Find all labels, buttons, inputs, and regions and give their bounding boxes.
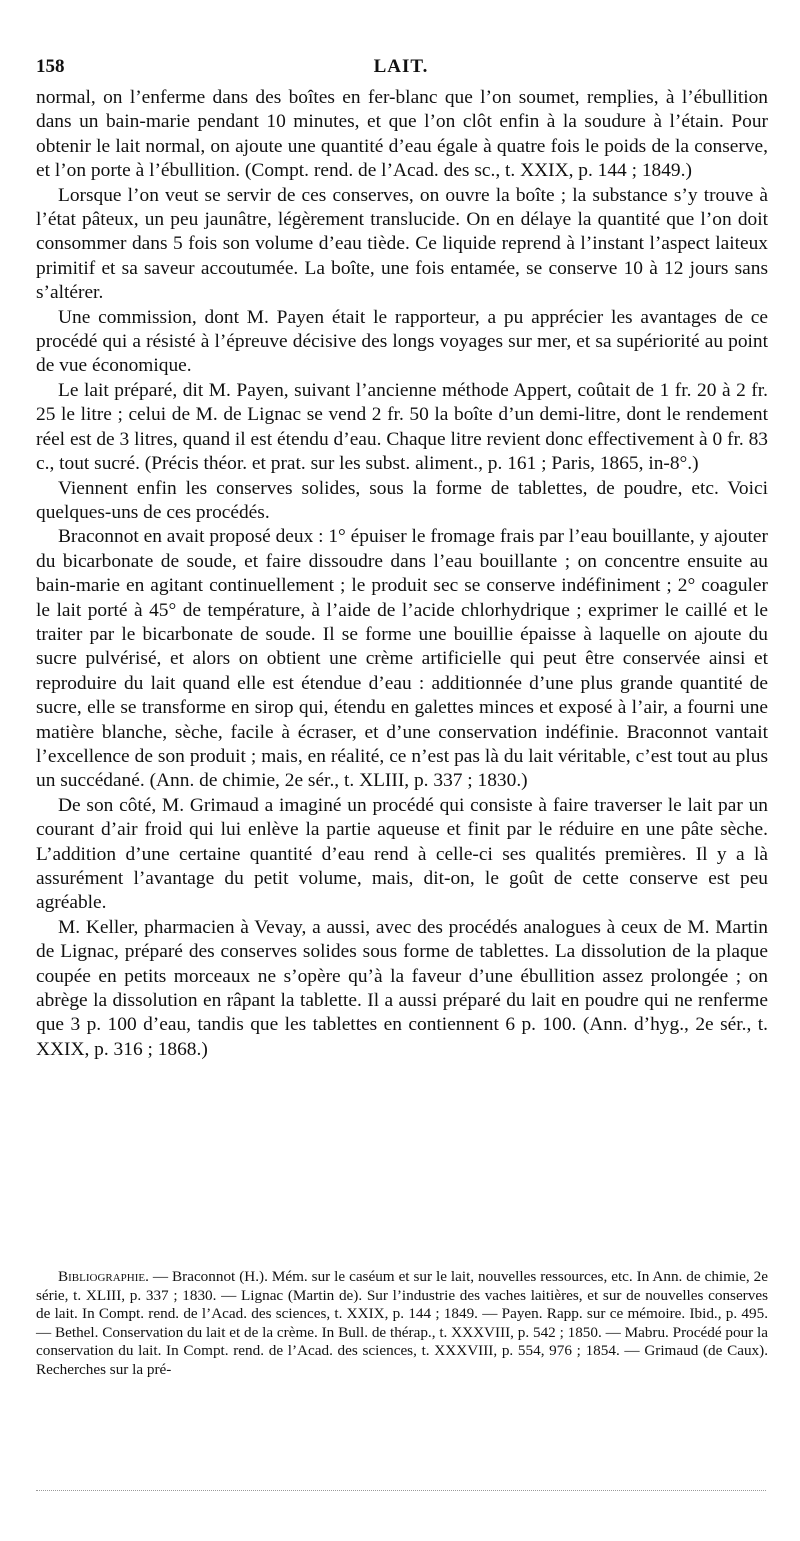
body-text [36, 86, 768, 1062]
paragraph: Viennent enfin les conserves solides, sous la forme de tablettes, de poudre, etc. Voici quelques-uns de ces procédés. [36, 477, 768, 523]
page-number: 158 [36, 56, 65, 77]
paragraph: M. Keller, pharmacien à Vevay, a aussi, avec des procédés analogues à ceux de M. Martin de Lignac, préparé des conserves solides sous forme de tablettes. La dissolution de la plaque coupée en petits morceaux ne s’opère qu’à la faveur d’une ébullition assez prolongée ; on abrège la dissolution en râpant la tablette. Il a aussi préparé du lait en poudre qui ne renferme que 3 p. 100 d’eau, tandis que les tablettes en contiennent 6 p. 100. (Ann. d’hyg., 2e sér., t. XXIX, p. 316 ; 1868.) [36, 916, 768, 1060]
paragraph: Le lait préparé, dit M. Payen, suivant l’ancienne méthode Appert, coûtait de 1 fr. 20 à 2 fr. 25 le litre ; celui de M. de Lignac se vend 2 fr. 50 la boîte d’un demi-litre, dont le rendement réel est de 3 litres, quand il est étendu d’eau. Chaque litre revient donc effectivement à 0 fr. 83 c., tout sucré. (Précis théor. et prat. sur les subst. aliment., p. 161 ; Paris, 1865, in-8°.) [36, 379, 768, 475]
bibliography [36, 1268, 768, 1380]
paragraph: Braconnot en avait proposé deux : 1° épuiser le fromage frais par l’eau bouillante, y ajouter du bicarbonate de soude, et faire dissoudre dans l’eau bouillante ; on concentre ensuite au bain-marie en agitant continuellement ; le produit sec se conserve indéfiniment ; 2° coaguler le lait porté à 45° de température, à l’aide de l’acide chlorhydrique ; exprimer le caillé et le traiter par le bicarbonate de soude. Il se forme une bouillie épaisse à laquelle on ajoute du sucre pulvérisé, et alors on obtient une crème artificielle qui peut être conservée ainsi et reproduire du lait quand elle est étendue d’eau : additionnée d’une plus grande quantité de sucre, elle se transforme en sirop qui, étendu en galettes minces et exposé à l’air, a fourni une matière blanche, sèche, facile à écraser, et d’une conservation indéfinie. Braconnot vantait l’excellence de son produit ; mais, en réalité, ce n’est pas là du lait véritable, c’est tout au plus un succédané. (Ann. de chimie, 2e sér., t. XLIII, p. 337 ; 1830.) [36, 526, 768, 792]
page-header [36, 52, 766, 88]
paragraph: Lorsque l’on veut se servir de ces conserves, on ouvre la boîte ; la substance s’y trouve à l’état pâteux, un peu jaunâtre, légèrement translucide. On en délaye la quantité que l’on doit consommer dans 5 fois son volume d’eau tiède. Ce liquide reprend à l’instant l’aspect laiteux primitif et sa saveur accoutumée. La boîte, une fois entamée, se conserve 10 à 12 jours sans s’altérer. [36, 184, 768, 304]
paragraph: De son côté, M. Grimaud a imaginé un procédé qui consiste à faire traverser le lait par un courant d’air froid qui lui enlève la partie aqueuse et finit par le réduire en une pâte sèche. L’addition d’une certaine quantité d’eau rend à celle-ci ses qualités premières. Il y a là assurément l’avantage du petit volume, mais, dit-on, le goût de cette conserve est peu agréable. [36, 794, 768, 914]
bibliography-text: Braconnot (H.). Mém. sur le caséum et sur le lait, nouvelles ressources, etc. In Ann. de chimie, 2e série, t. XLIII, p. 337 ; 1830. — Lignac (Martin de). Sur l’industrie des vaches laitières, et sur de nouvelles conserves de lait. In Compt. rend. de l’Acad. des sciences, t. XXIX, p. 144 ; 1849. — Payen. Rapp. sur ce mémoire. Ibid., p. 495. — Bethel. Conservation du lait et de la crème. In Bull. de thérap., t. XXXVIII, p. 542 ; 1850. — Mabru. Procédé pour la conservation du lait. In Compt. rend. de l’Acad. des sciences, t. XXXVIII, p. 554, 976 ; 1854. — Grimaud (de Caux). Recherches sur la pré- [36, 1268, 768, 1378]
paragraph: normal, on l’enferme dans des boîtes en fer-blanc que l’on soumet, remplies, à l’ébullition dans un bain-marie pendant 10 minutes, et que l’on clôt enfin à la soudure à l’étain. Pour obtenir le lait normal, on ajoute une quantité d’eau égale à quatre fois le poids de la conserve, et l’on porte à l’ébullition. (Compt. rend. de l’Acad. des sc., t. XXIX, p. 144 ; 1849.) [36, 87, 768, 182]
paragraph: Une commission, dont M. Payen était le rapporteur, a pu apprécier les avantages de ce procédé qui a résisté à l’épreuve décisive des longs voyages sur mer, et sa supériorité au point de vue économique. [36, 306, 768, 377]
footer-rule [36, 1490, 766, 1491]
bibliography-label: Bibliographie. — [58, 1268, 169, 1285]
running-title: LAIT. [373, 56, 429, 77]
